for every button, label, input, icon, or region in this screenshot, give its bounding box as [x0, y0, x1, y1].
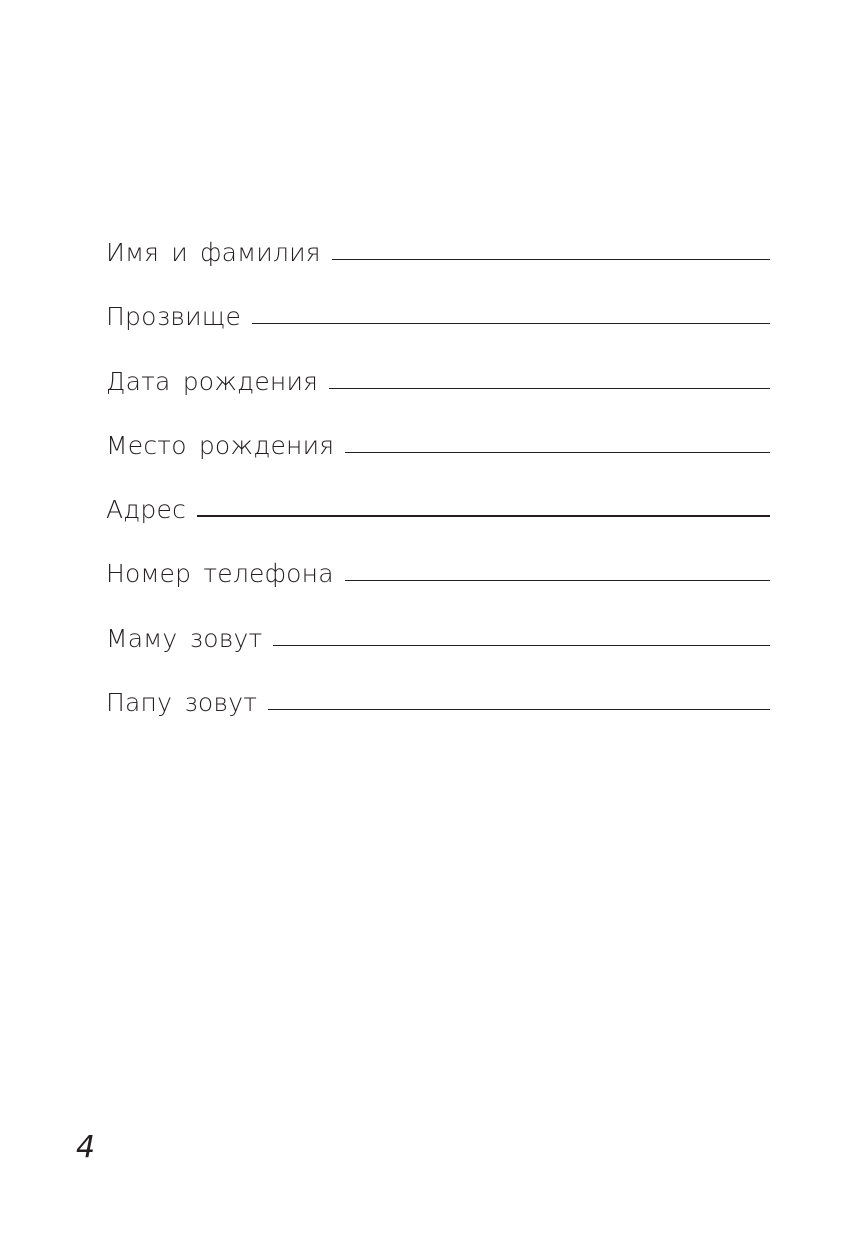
- field-nickname: [106, 302, 770, 366]
- field-label: Прозвище: [106, 302, 242, 332]
- personal-info-form: [106, 238, 770, 752]
- field-label: Место рождения: [106, 430, 335, 460]
- field-label: Папу зовут: [106, 688, 258, 718]
- field-birth-place: [106, 431, 770, 495]
- fill-in-line[interactable]: [252, 322, 770, 324]
- field-label: Имя и фамилия: [106, 238, 321, 267]
- fill-in-line[interactable]: [345, 579, 770, 581]
- fill-in-line[interactable]: [329, 387, 770, 389]
- field-mother-name: [106, 624, 770, 688]
- field-label: Адрес: [106, 495, 187, 525]
- field-father-name: [106, 688, 770, 752]
- field-address: [106, 495, 770, 559]
- page-number: 4: [76, 1130, 96, 1165]
- fill-in-line[interactable]: [332, 258, 770, 260]
- fill-in-line[interactable]: [273, 644, 770, 646]
- field-label: Номер телефона: [106, 559, 334, 589]
- field-name: [106, 238, 770, 302]
- fill-in-line[interactable]: [268, 708, 770, 710]
- fill-in-line[interactable]: [345, 451, 770, 453]
- field-birth-date: [106, 367, 770, 431]
- field-phone: [106, 559, 770, 623]
- fill-in-line[interactable]: [197, 514, 770, 517]
- field-label: Маму зовут: [106, 623, 263, 653]
- field-label: Дата рождения: [106, 366, 319, 396]
